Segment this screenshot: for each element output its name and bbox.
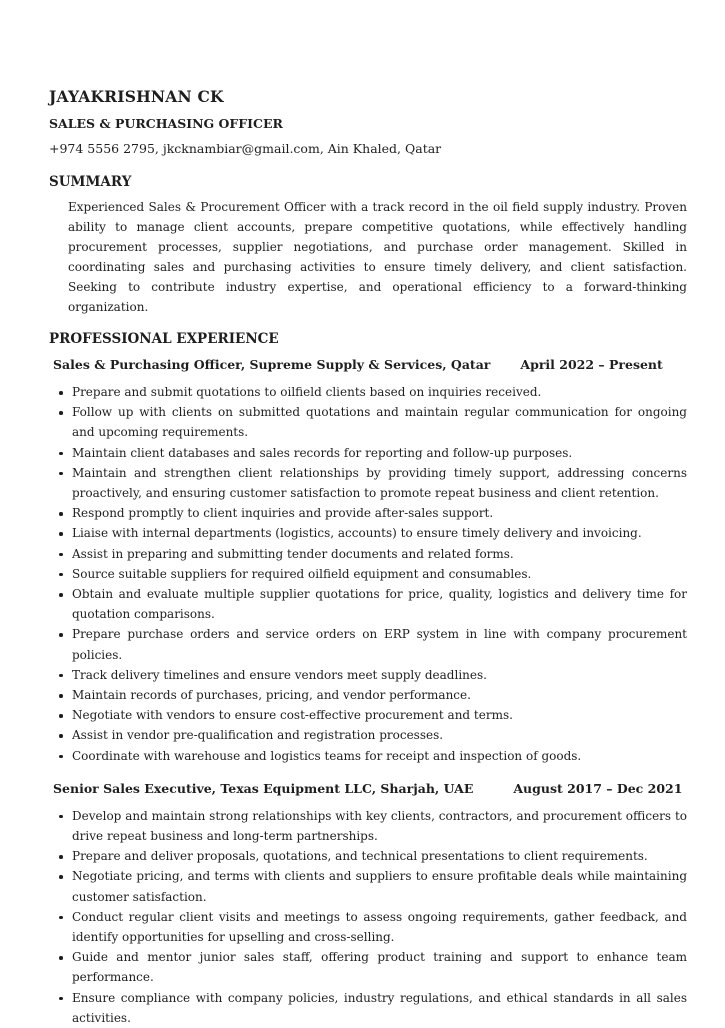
summary-heading: SUMMARY — [49, 174, 132, 190]
job-header — [53, 356, 687, 374]
list-item: Ensure compliance with company policies, industry regulations, and ethical standards in all sales activities. — [72, 988, 687, 1028]
job-responsibilities — [49, 806, 687, 1028]
list-item: Negotiate pricing, and terms with clients and suppliers to ensure profitable deals while maintaining customer satisfaction. — [72, 866, 687, 906]
list-item: Maintain client databases and sales records for reporting and follow-up purposes. — [72, 443, 687, 463]
job-title: Senior Sales Executive, Texas Equipment LLC, Sharjah, UAE — [53, 780, 474, 796]
list-item: Prepare purchase orders and service orders on ERP system in line with company procurement policies. — [72, 624, 687, 664]
list-item: Liaise with internal departments (logistics, accounts) to ensure timely delivery and invoicing. — [72, 523, 687, 543]
list-item: Prepare and deliver proposals, quotations, and technical presentations to client requirements. — [72, 846, 687, 866]
list-item: Prepare and submit quotations to oilfield clients based on inquiries received. — [72, 382, 687, 402]
job-responsibilities — [49, 382, 687, 766]
job-title: Sales & Purchasing Officer, Supreme Supply & Services, Qatar — [53, 357, 491, 372]
job-dates: April 2022 – Present — [520, 357, 663, 372]
list-item: Develop and maintain strong relationships with key clients, contractors, and procurement officers to drive repeat business and long-term partnerships. — [72, 806, 687, 846]
list-item: Guide and mentor junior sales staff, offering product training and support to enhance team performance. — [72, 947, 687, 987]
job-header — [53, 780, 687, 798]
list-item: Maintain records of purchases, pricing, and vendor performance. — [72, 685, 687, 705]
candidate-name: JAYAKRISHNAN CK — [49, 87, 224, 106]
list-item: Assist in preparing and submitting tender documents and related forms. — [72, 544, 687, 564]
list-item: Assist in vendor pre-qualification and registration processes. — [72, 725, 687, 745]
list-item: Conduct regular client visits and meetings to assess ongoing requirements, gather feedback, and identify opportunities for upselling and cross-selling. — [72, 907, 687, 947]
list-item: Coordinate with warehouse and logistics teams for receipt and inspection of goods. — [72, 746, 687, 766]
job-entry-2 — [49, 780, 687, 1028]
list-item: Negotiate with vendors to ensure cost-effective procurement and terms. — [72, 705, 687, 725]
list-item: Obtain and evaluate multiple supplier quotations for price, quality, logistics and delivery time for quotation comparisons. — [72, 584, 687, 624]
job-entry-1 — [49, 356, 687, 766]
list-item: Maintain and strengthen client relationships by providing timely support, addressing concerns proactively, and ensuring customer satisfaction to promote repeat business and client retention. — [72, 463, 687, 503]
list-item: Respond promptly to client inquiries and provide after-sales support. — [72, 503, 687, 523]
list-item: Follow up with clients on submitted quotations and maintain regular communication for ongoing and upcoming requirements. — [72, 402, 687, 442]
list-item: Source suitable suppliers for required oilfield equipment and consumables. — [72, 564, 687, 584]
candidate-role: SALES & PURCHASING OFFICER — [49, 116, 283, 131]
summary-text: Experienced Sales & Procurement Officer with a track record in the oil field supply industry. Proven ability to manage client accounts, prepare competitive quotations, while effectively handling procurement processes, supplier negotiations, and purchase order management. Skilled in coordinating sales and purchasing activities to ensure timely delivery, and client satisfaction. Seeking to contribute industry expertise, and operational efficiency to a forward-thinking organization. — [68, 200, 687, 314]
job-dates: August 2017 – Dec 2021 — [513, 780, 683, 796]
contact-line: +974 5556 2795, jkcknambiar@gmail.com, Ain Khaled, Qatar — [49, 141, 442, 156]
experience-heading: PROFESSIONAL EXPERIENCE — [49, 331, 279, 347]
list-item: Track delivery timelines and ensure vendors meet supply deadlines. — [72, 665, 687, 685]
